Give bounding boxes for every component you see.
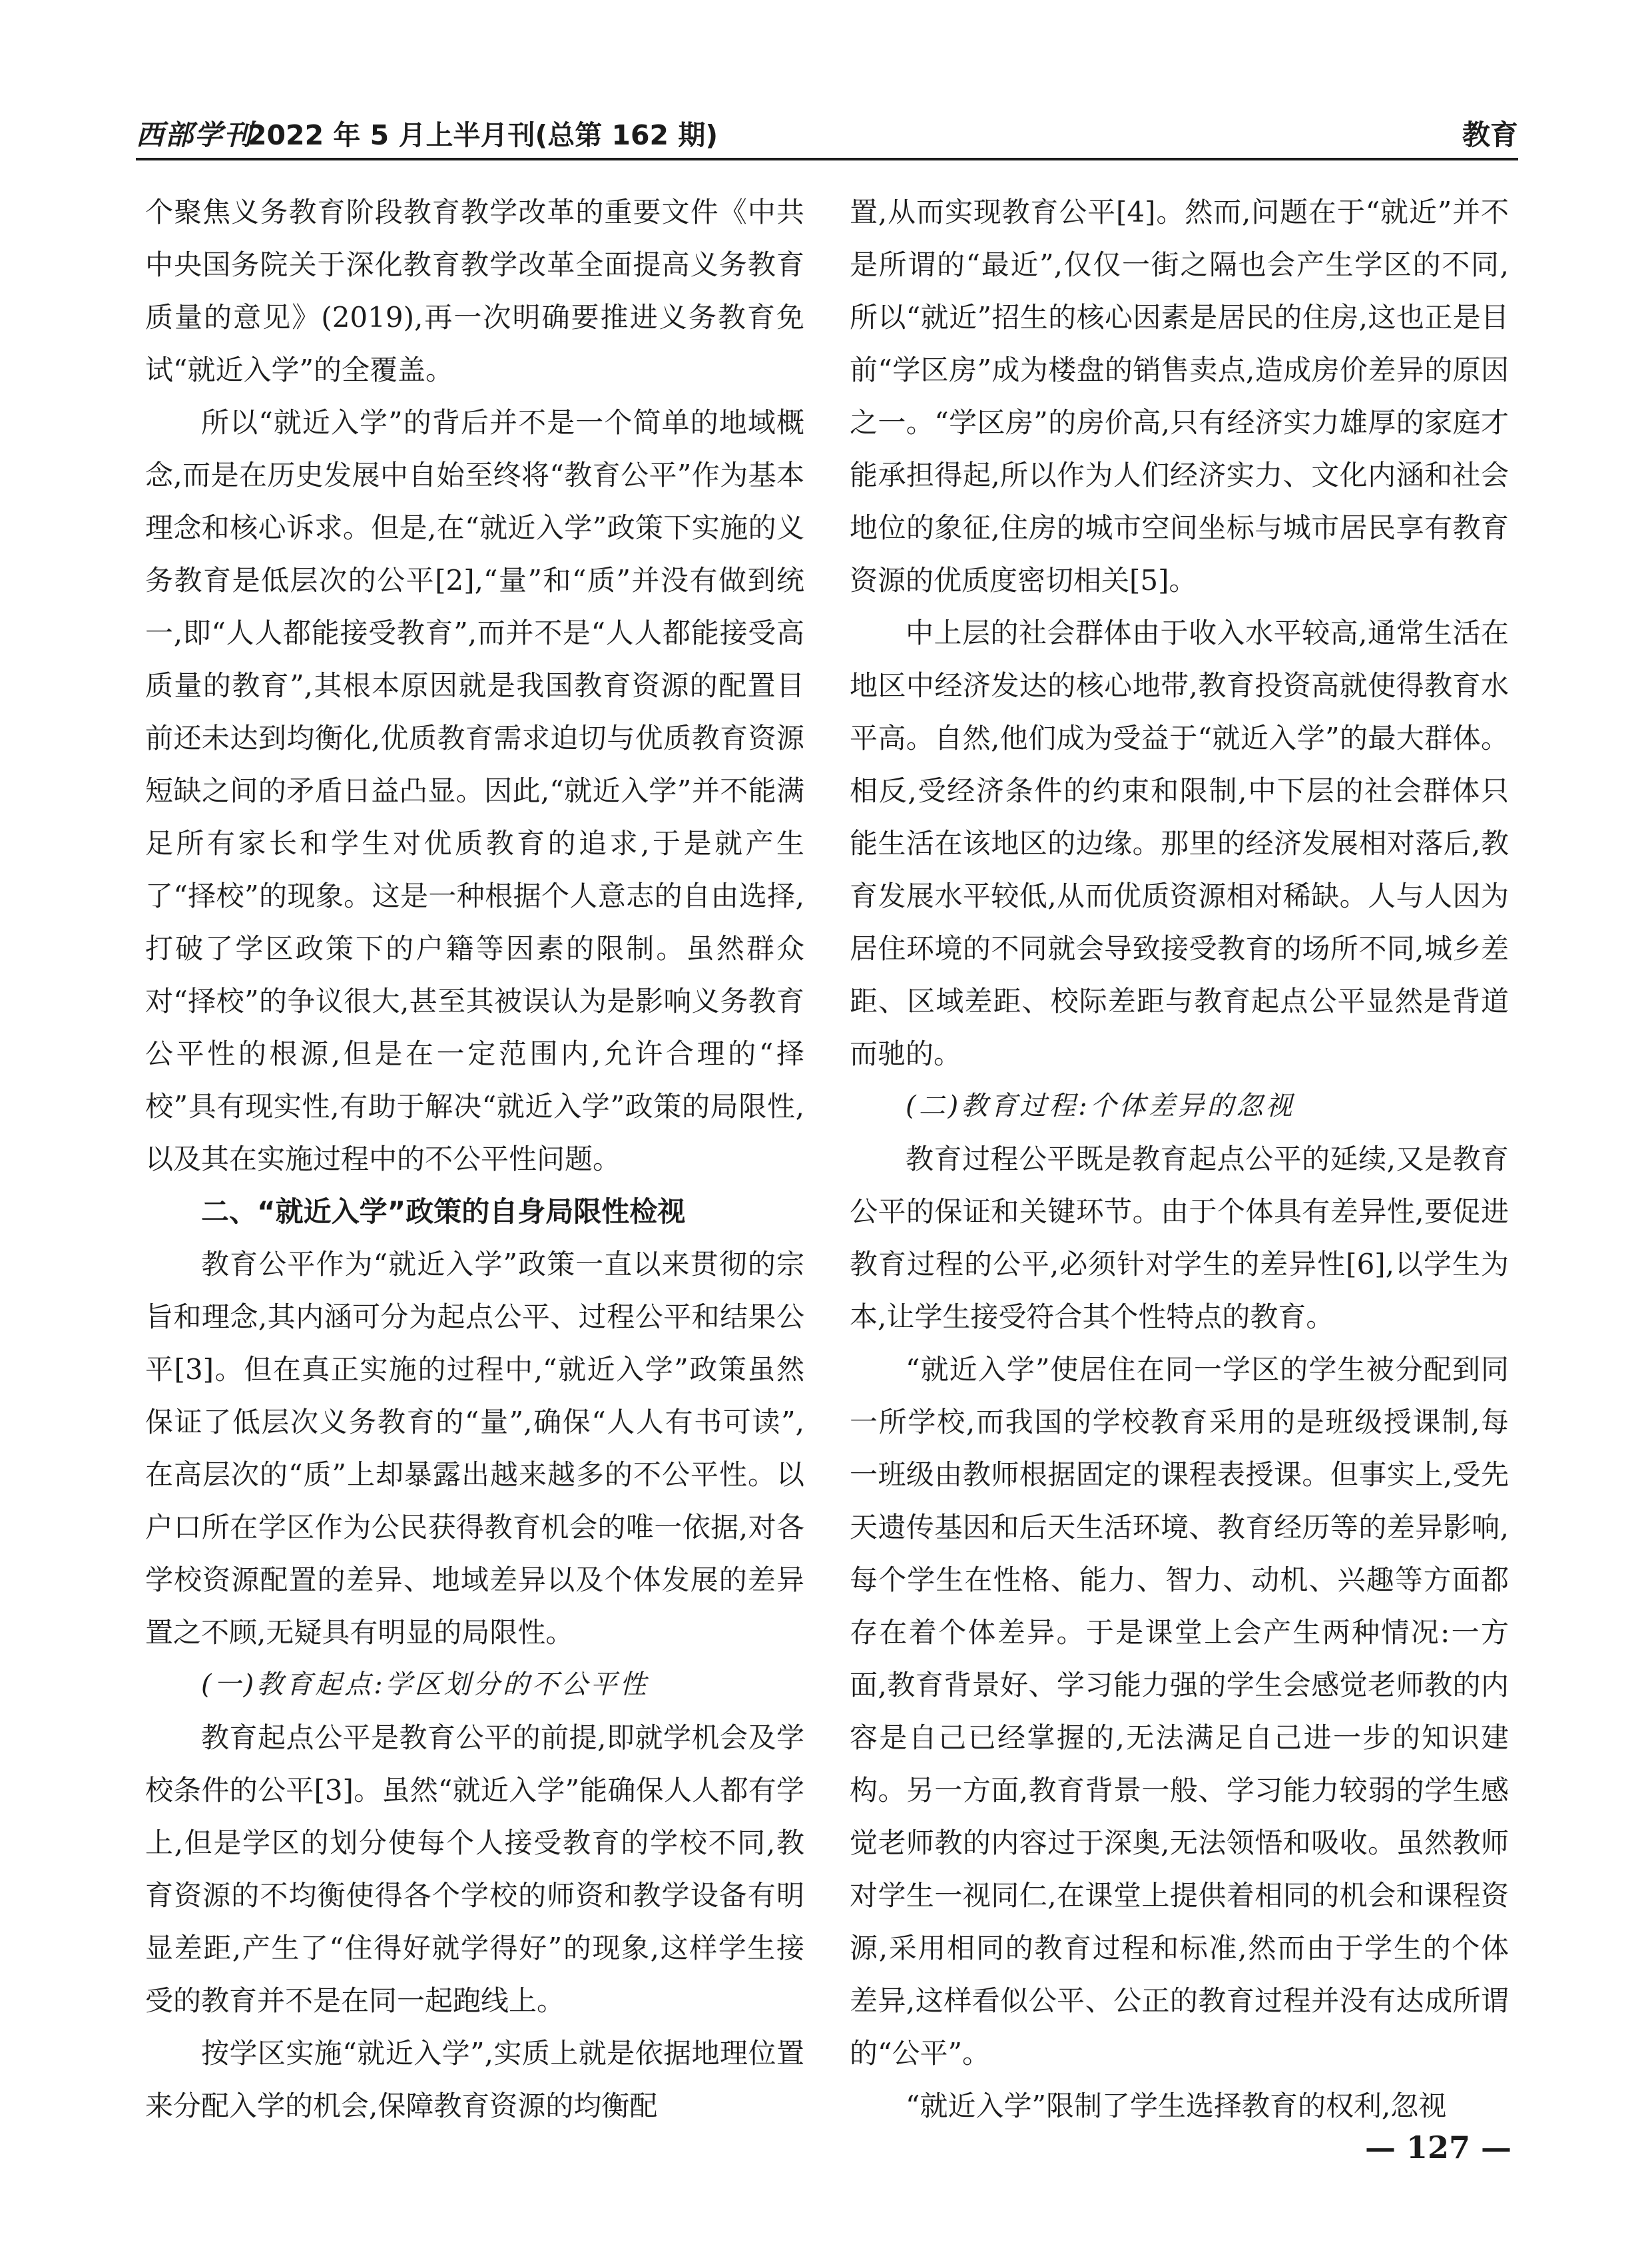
paragraph: 所以“就近入学”的背后并不是一个简单的地域概念,而是在历史发展中自始至终将“教育公平”作为基本理念和核心诉求。但是,在“就近入学”政策下实施的义务教育是低层次的公平[2],“量”和“质”并没有做到统一,即“人人都能接受教育”,而并不是“人人都能接受高质量的教育”,其根本原因就是我国教育资源的配置目前还未达到均衡化,优质教育需求迫切与优质教育资源短缺之间的矛盾日益凸显。因此,“就近入学”并不能满足所有家长和学生对优质教育的追求,于是就产生了“择校”的现象。这是一种根据个人意志的自由选择,打破了学区政策下的户籍等因素的限制。虽然群众对“择校”的争议很大,甚至其被误认为是影响义务教育公平性的根源,但是在一定范围内,允许合理的“择校”具有现实性,有助于解决“就近入学”政策的局限性,以及其在实施过程中的不公平性问题。: [145, 406, 804, 1175]
paragraph: 按学区实施“就近入学”,实质上就是依据地理位置来分配入学的机会,保障教育资源的均衡配: [145, 2037, 804, 2122]
section-heading: 二、“就近入学”政策的自身局限性检视: [201, 1195, 686, 1228]
subsection-heading: (一)教育起点:学区划分的不公平性: [201, 1669, 649, 1700]
page-number: — 127 —: [1365, 2129, 1512, 2165]
paragraph: 置,从而实现教育公平[4]。然而,问题在于“就近”并不是所谓的“最近”,仅仅一街之隔也会产生学区的不同,所以“就近”招生的核心因素是居民的住房,这也正是目前“学区房”成为楼盘的销售卖点,造成房价差异的原因之一。“学区房”的房价高,只有经济实力雄厚的家庭才能承担得起,所以作为人们经济实力、文化内涵和社会地位的象征,住房的城市空间坐标与城市居民享有教育资源的优质度密切相关[5]。: [850, 196, 1509, 597]
subsection-heading: (二)教育过程:个体差异的忽视: [906, 1091, 1295, 1121]
journal-name: 西部学刊: [136, 119, 254, 151]
paragraph: 教育公平作为“就近入学”政策一直以来贯彻的宗旨和理念,其内涵可分为起点公平、过程公平和结果公平[3]。但在真正实施的过程中,“就近入学”政策虽然保证了低层次义务教育的“量”,确保“人人有书可读”,在高层次的“质”上却暴露出越来越多的不公平性。以户口所在学区作为公民获得教育机会的唯一依据,对各学校资源配置的差异、地域差异以及个体发展的差异置之不顾,无疑具有明显的局限性。: [145, 1248, 804, 1649]
running-header: [136, 113, 1518, 157]
section-label: 教育: [1462, 119, 1518, 151]
paragraph: 教育起点公平是教育公平的前提,即就学机会及学校条件的公平[3]。虽然“就近入学”能确保人人都有学上,但是学区的划分使每个人接受教育的学校不同,教育资源的不均衡使得各个学校的师资和教学设备有明显差距,产生了“住得好就学得好”的现象,这样学生接受的教育并不是在同一起跑线上。: [145, 1721, 804, 2017]
paragraph: 个聚焦义务教育阶段教育教学改革的重要文件《中共中央国务院关于深化教育教学改革全面提高义务教育质量的意见》(2019),再一次明确要推进义务教育免试“就近入学”的全覆盖。: [145, 196, 804, 386]
issue-info: 2022 年 5 月上半月刊(总第 162 期): [248, 119, 718, 151]
paragraph: “就近入学”使居住在同一学区的学生被分配到同一所学校,而我国的学校教育采用的是班级授课制,每一班级由教师根据固定的课程表授课。但事实上,受先天遗传基因和后天生活环境、教育经历等的差异影响,每个学生在性格、能力、智力、动机、兴趣等方面都存在着个体差异。于是课堂上会产生两种情况:一方面,教育背景好、学习能力强的学生会感觉老师教的内容是自己已经掌握的,无法满足自己进一步的知识建构。另一方面,教育背景一般、学习能力较弱的学生感觉老师教的内容过于深奥,无法领悟和吸收。虽然教师对学生一视同仁,在课堂上提供着相同的机会和课程资源,采用相同的教育过程和标准,然而由于学生的个体差异,这样看似公平、公正的教育过程并没有达成所谓的“公平”。: [850, 1353, 1509, 2070]
paragraph: 中上层的社会群体由于收入水平较高,通常生活在地区中经济发达的核心地带,教育投资高就使得教育水平高。自然,他们成为受益于“就近入学”的最大群体。相反,受经济条件的约束和限制,中下层的社会群体只能生活在该地区的边缘。那里的经济发展相对落后,教育发展水平较低,从而优质资源相对稀缺。人与人因为居住环境的不同就会导致接受教育的场所不同,城乡差距、区域差距、校际差距与教育起点公平显然是背道而驰的。: [850, 617, 1509, 1070]
header-rule: [136, 158, 1518, 160]
left-column: [145, 186, 804, 2132]
right-column: [850, 186, 1509, 2132]
paragraph: “就近入学”限制了学生选择教育的权利,忽视: [906, 2090, 1447, 2122]
paragraph: 教育过程公平既是教育起点公平的延续,又是教育公平的保证和关键环节。由于个体具有差异性,要促进教育过程的公平,必须针对学生的差异性[6],以学生为本,让学生接受符合其个性特点的教育。: [850, 1143, 1509, 1333]
